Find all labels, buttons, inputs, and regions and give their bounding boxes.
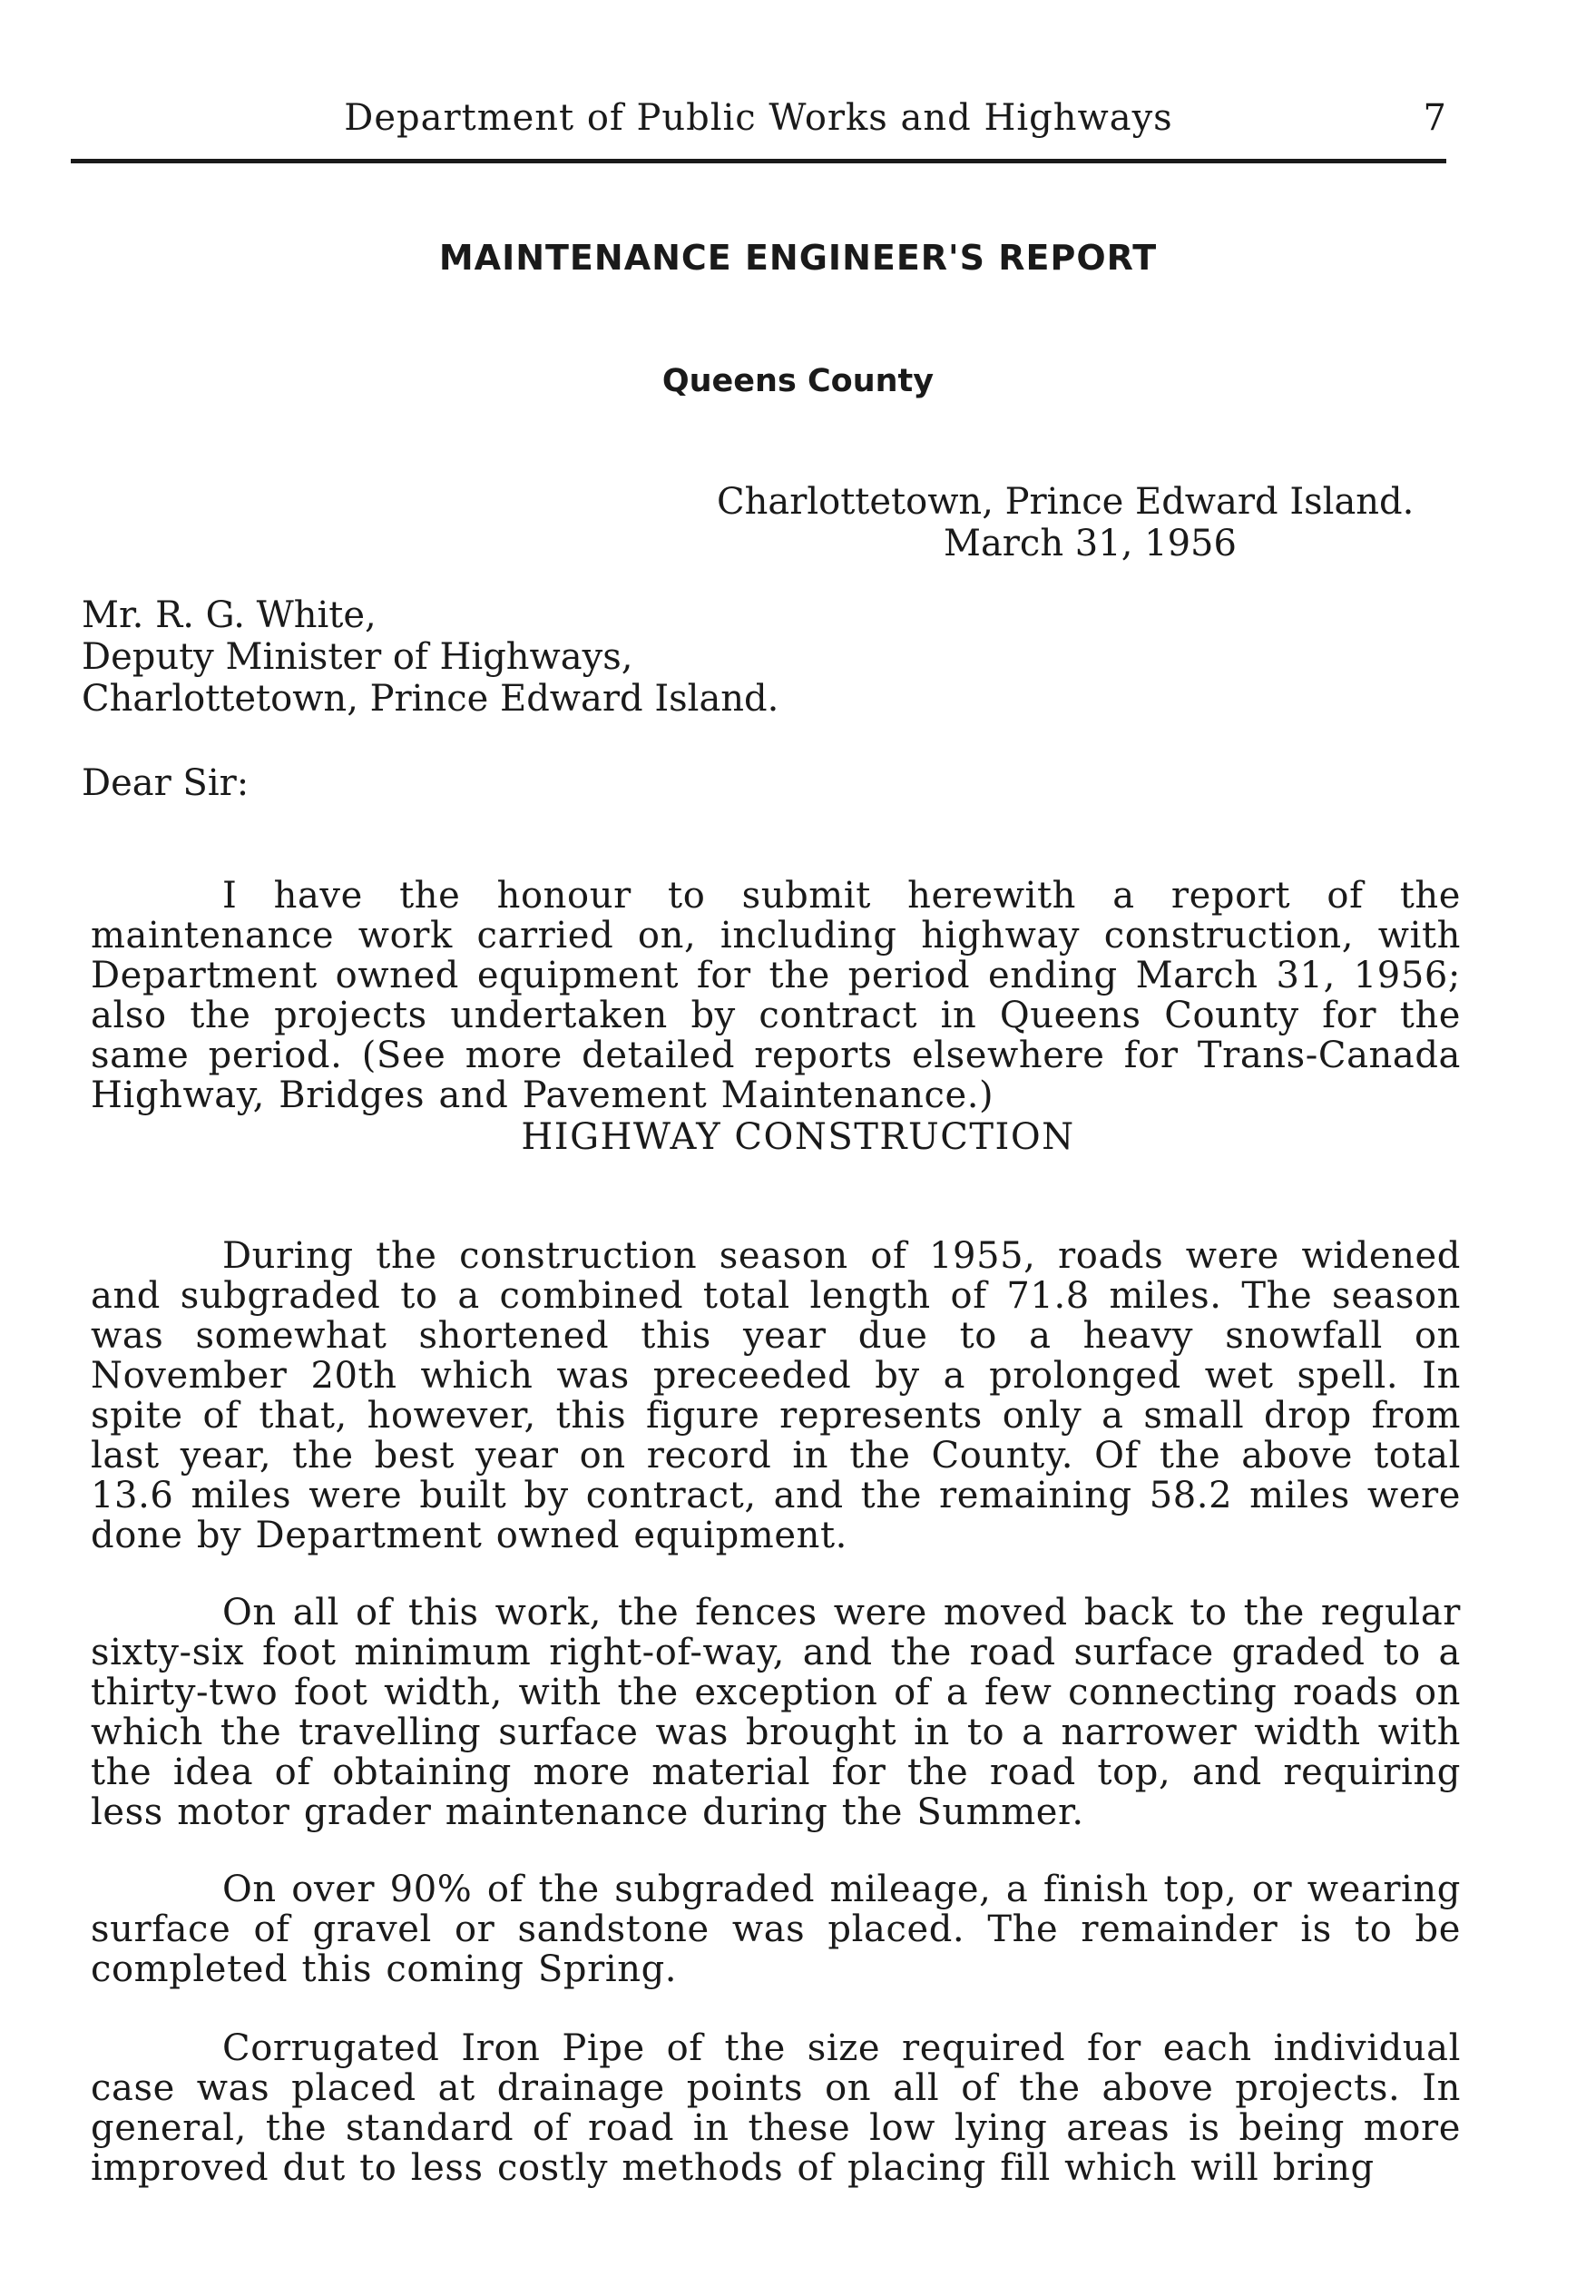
report-title: MAINTENANCE ENGINEER'S REPORT <box>438 238 1158 278</box>
recipient-name: Mr. R. G. White, <box>82 594 377 636</box>
dateline-place: Charlottetown, Prince Edward Island. <box>717 481 1415 523</box>
running-head <box>71 91 1446 145</box>
recipient-address <box>82 594 778 720</box>
running-title: Department of Public Works and Highways <box>344 97 1173 139</box>
paragraph-construction-season: During the construction season of 1955, roads were widened and subgraded to a combined total length of 71.8 miles. The season was somewhat shortened this year due to a heavy snowfall on November 20th which was preceeded by a prolonged wet spell. In spite of that, however, this figure represents only a small drop from last year, the best year on record in the County. Of the above total 13.6 miles were built by contract, and the remaining 58.2 miles were done by Department owned equipment. <box>91 1235 1461 1556</box>
dateline <box>717 481 1461 564</box>
recipient-position: Deputy Minister of Highways, <box>82 636 633 678</box>
paragraph-fences: On all of this work, the fences were moved back to the regular sixty-six foot minimum right-of-way, and the road surface graded to a thirty-two foot width, with the exception of a few connecting roads on which the travelling surface was brought in to a narrower width with the idea of obtaining more material for the road top, and requiring less motor grader maintenance during the Summer. <box>91 1592 1461 1833</box>
county-heading: Queens County <box>661 363 935 399</box>
page-number: 7 <box>1423 97 1446 139</box>
paragraph-pipe: Corrugated Iron Pipe of the size required for each individual case was placed at drainage points on all of the above projects. In general, the standard of road in these low lying areas is being more improved dut to less costly methods of placing fill which will bring <box>91 2027 1461 2189</box>
section-heading: HIGHWAY CONSTRUCTION <box>521 1116 1075 1158</box>
dateline-date: March 31, 1956 <box>944 523 1237 564</box>
salutation: Dear Sir: <box>82 762 250 804</box>
recipient-city: Charlottetown, Prince Edward Island. <box>82 678 779 720</box>
paragraph-intro: I have the honour to submit herewith a report of the maintenance work carried on, including highway construction, with Department owned equipment for the period ending March 31, 1956; also the projects undertaken by contract in Queens County for the same period. (See more detailed reports elsewhere for Trans-Canada Highway, Bridges and Pavement Maintenance.) <box>91 875 1461 1116</box>
header-rule <box>71 159 1446 163</box>
paragraph-finish-top: On over 90% of the subgraded mileage, a finish top, or wearing surface of gravel or sandstone was placed. The remainder is to be completed this coming Spring. <box>91 1869 1461 1990</box>
